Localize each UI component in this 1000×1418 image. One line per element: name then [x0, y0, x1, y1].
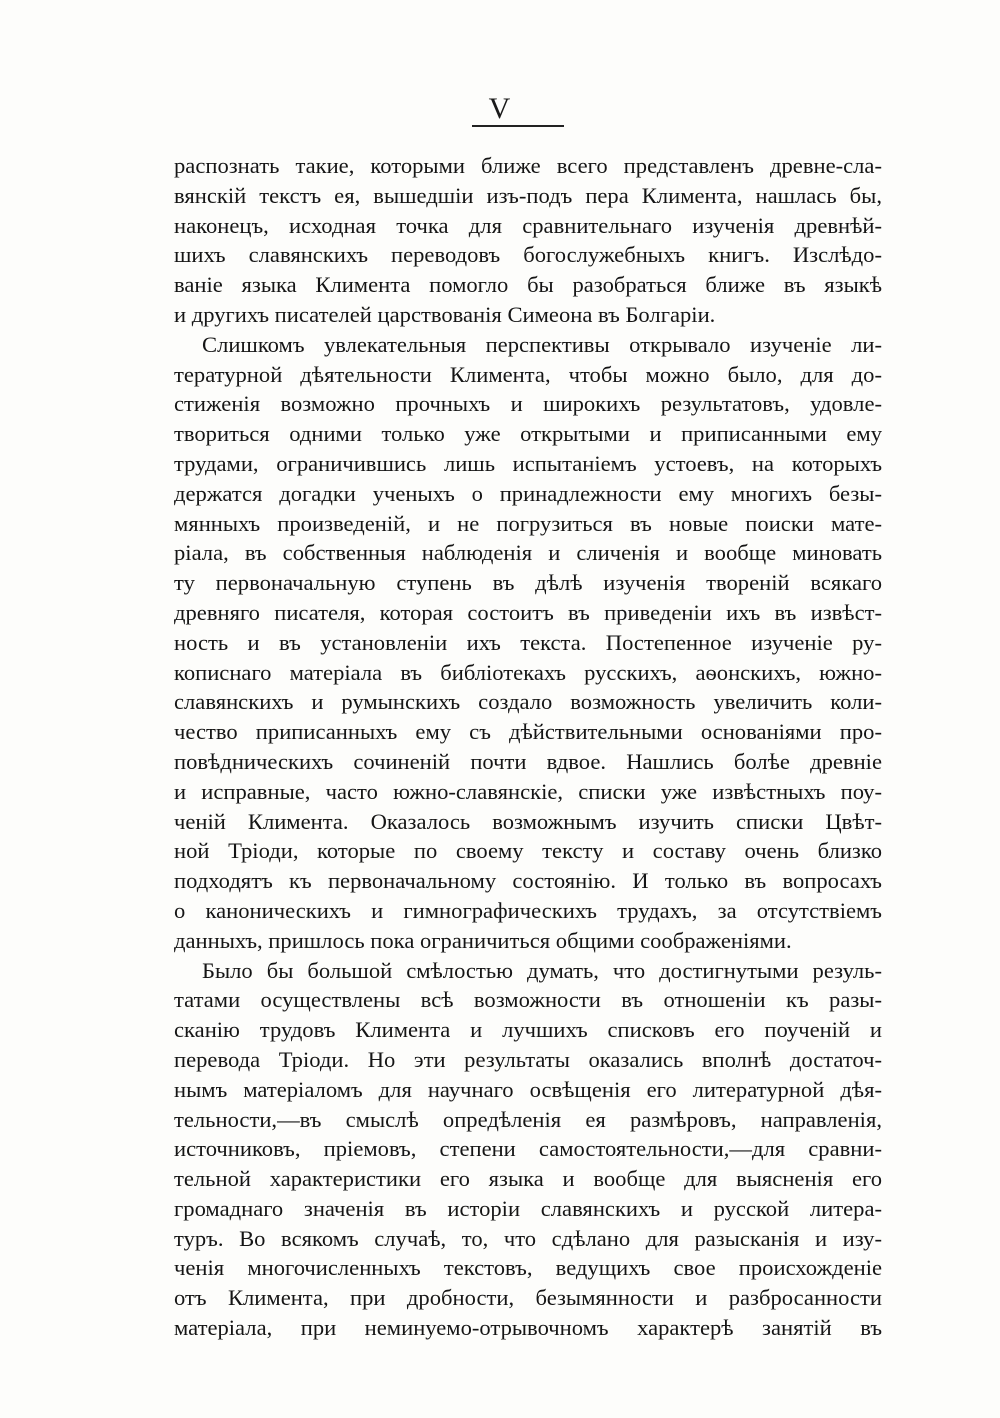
text-line: перевода Тріоди. Но эти результаты оказались вполнѣ достаточ-	[174, 1046, 882, 1072]
text-line: шихъ славянскихъ переводовъ богослужебныхъ книгъ. Изслѣдо-	[174, 242, 882, 268]
text-line: кописнаго матеріала въ библіотекахъ русскихъ, аѳонскихъ, южно-	[174, 659, 882, 685]
text-line: подходятъ къ первоначальному состоянію. И только въ вопросахъ	[174, 868, 882, 894]
text-line: ной Тріоди, которые по своему тексту и составу очень близко	[174, 838, 882, 864]
text-line: ченія многочисленныхъ текстовъ, ведущихъ свое происхожденіе	[174, 1255, 882, 1281]
text-line: мянныхъ произведеній, и не погрузиться въ новые поиски мате-	[174, 510, 882, 536]
paragraph-3	[174, 956, 882, 1343]
text-line: данныхъ, пришлось пока ограничиться общими соображеніями.	[174, 927, 792, 953]
text-line: наконецъ, исходная точка для сравнительнаго изученія древнѣй-	[174, 212, 882, 238]
paragraph-1	[174, 151, 882, 330]
text-line: громаднаго значенія въ исторіи славянскихъ и русской литера-	[174, 1195, 882, 1221]
text-line: матеріала, при неминуемо-отрывочномъ характерѣ занятій въ	[174, 1315, 882, 1341]
body-text	[174, 151, 882, 1343]
text-line: отъ Климента, при дробности, безымянности и разбросанности	[174, 1285, 882, 1311]
text-line: стиженія возможно прочныхъ и широкихъ результатовъ, удовле-	[174, 391, 882, 417]
text-line: славянскихъ и румынскихъ создало возможность увеличить коли-	[174, 689, 882, 715]
text-line: держатся догадки ученыхъ о принадлежности ему многихъ безы-	[174, 480, 882, 506]
text-line: повѣдническихъ сочиненій почти вдвое. Нашлись болѣе древніе	[174, 748, 882, 774]
text-line: ность и въ установленіи ихъ текста. Постепенное изученіе ру-	[174, 629, 882, 655]
header-rule	[472, 125, 564, 127]
text-line: чество приписанныхъ ему съ дѣйствительными основаніями про-	[174, 719, 882, 745]
text-line: Было бы большой смѣлостью думать, что достигнутыми резуль-	[202, 957, 882, 983]
text-line: ваніе языка Климента помогло бы разобраться ближе въ языкѣ	[174, 272, 882, 298]
text-line: нымъ матеріаломъ для научнаго освѣщенія его литературной дѣя-	[174, 1076, 882, 1102]
text-line: Слишкомъ увлекательныя перспективы открывало изученіе ли-	[202, 331, 882, 357]
page-number: V	[488, 92, 512, 125]
text-line: сканію трудовъ Климента и лучшихъ списковъ его поученій и	[174, 1017, 882, 1043]
text-line: татами осуществлены всѣ возможности въ отношеніи къ разы-	[174, 987, 882, 1013]
text-line: распознать такие, которыми ближе всего представленъ древне-сла-	[174, 153, 882, 178]
text-line: ченій Климента. Оказалось возможнымъ изучить списки Цвѣт-	[174, 808, 882, 834]
text-line: трудами, ограничившись лишь испытаніемъ устоевъ, на которыхъ	[174, 450, 882, 476]
text-line: ту первоначальную ступень въ дѣлѣ изученія твореній всякаго	[174, 570, 882, 596]
text-line: и исправные, часто южно-славянскіе, списки уже извѣстныхъ поу-	[174, 778, 882, 804]
text-line: туръ. Во всякомъ случаѣ, то, что сдѣлано для разысканія и изу-	[174, 1225, 882, 1251]
text-line: и другихъ писателей царствованія Симеона въ Болгаріи.	[174, 301, 716, 327]
text-line: о каноническихъ и гимнографическихъ трудахъ, за отсутствіемъ	[174, 897, 882, 923]
text-line: вянскій текстъ ея, вышедшіи изъ-подъ пера Климента, нашлась бы,	[174, 182, 882, 208]
text-line: тельной характеристики его языка и вообще для выясненія его	[174, 1166, 882, 1192]
text-line: древняго писателя, которая состоитъ въ приведеніи ихъ въ извѣст-	[174, 599, 882, 625]
text-line: ріала, въ собственныя наблюденія и сличенія и вообще миновать	[174, 540, 882, 566]
text-line: тельности,—въ смыслѣ опредѣленія ея размѣровъ, направленія,	[174, 1106, 882, 1132]
text-line: тературной дѣятельности Климента, чтобы можно было, для до-	[174, 361, 882, 387]
text-line: твориться одними только уже открытыми и приписанными ему	[174, 421, 882, 447]
text-line: источниковъ, пріемовъ, степени самостоятельности,—для сравни-	[174, 1136, 882, 1162]
paragraph-2	[174, 330, 882, 956]
